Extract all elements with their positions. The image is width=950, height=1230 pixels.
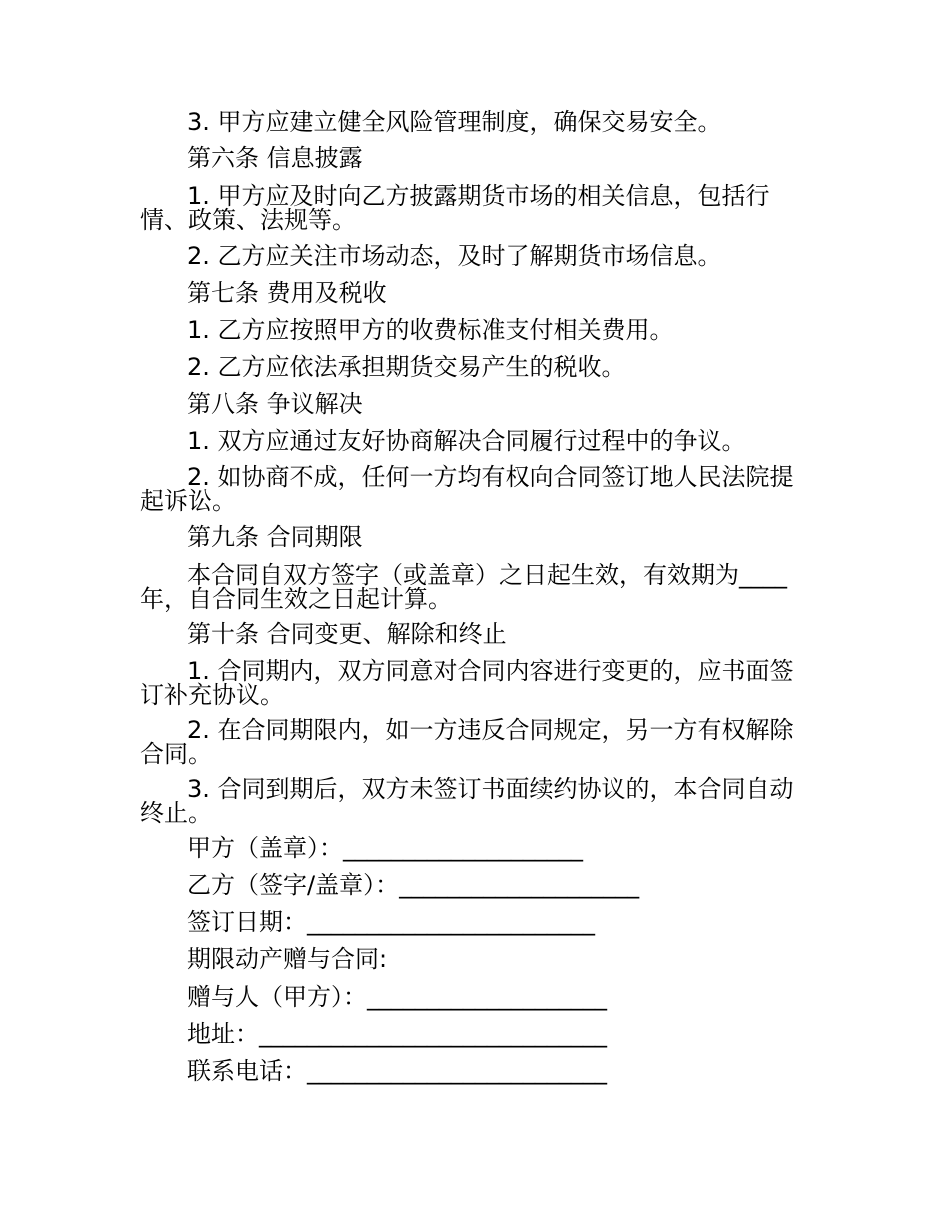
text-line: 1. 甲方应及时向乙方披露期货市场的相关信息，包括行	[187, 182, 770, 210]
section-heading: 第八条 争议解决	[187, 390, 363, 418]
text-line: 1. 合同期内，双方同意对合同内容进行变更的，应书面签	[187, 657, 794, 685]
section-heading: 第六条 信息披露	[187, 144, 363, 172]
address-line: 地址：_____________________________	[187, 1020, 607, 1048]
text-line: 合同。	[140, 740, 212, 768]
text-line: 2. 在合同期限内，如一方违反合同规定，另一方有权解除	[187, 716, 794, 744]
contract-title: 期限动产赠与合同:	[187, 945, 388, 973]
text-line: 1. 乙方应按照甲方的收费标准支付相关费用。	[187, 316, 674, 344]
text-line: 年，自合同生效之日起计算。	[140, 585, 452, 613]
signature-line-party-b: 乙方（签字/盖章）：____________________	[187, 871, 640, 899]
text-line: 2. 乙方应依法承担期货交易产生的税收。	[187, 353, 626, 381]
text-line: 3. 甲方应建立健全风险管理制度，确保交易安全。	[187, 108, 722, 136]
donor-line: 赠与人（甲方）：____________________	[187, 983, 607, 1011]
text-line: 2. 乙方应关注市场动态，及时了解期货市场信息。	[187, 242, 722, 270]
section-heading: 第十条 合同变更、解除和终止	[187, 620, 507, 648]
section-heading: 第九条 合同期限	[187, 523, 363, 551]
text-line: 情、政策、法规等。	[140, 206, 356, 234]
signing-date-line: 签订日期：________________________	[187, 908, 595, 936]
section-heading: 第七条 费用及税收	[187, 279, 387, 307]
phone-line: 联系电话：_________________________	[187, 1057, 607, 1085]
text-line: 终止。	[140, 799, 212, 827]
text-line: 订补充协议。	[140, 681, 284, 709]
text-line: 1. 双方应通过友好协商解决合同履行过程中的争议。	[187, 427, 746, 455]
text-line: 起诉讼。	[140, 487, 236, 515]
signature-line-party-a: 甲方（盖章）：____________________	[187, 834, 583, 862]
text-line: 2. 如协商不成，任何一方均有权向合同签订地人民法院提	[187, 463, 794, 491]
text-line: 本合同自双方签字（或盖章）之日起生效，有效期为____	[187, 561, 787, 589]
text-line: 3. 合同到期后，双方未签订书面续约协议的，本合同自动	[187, 775, 794, 803]
